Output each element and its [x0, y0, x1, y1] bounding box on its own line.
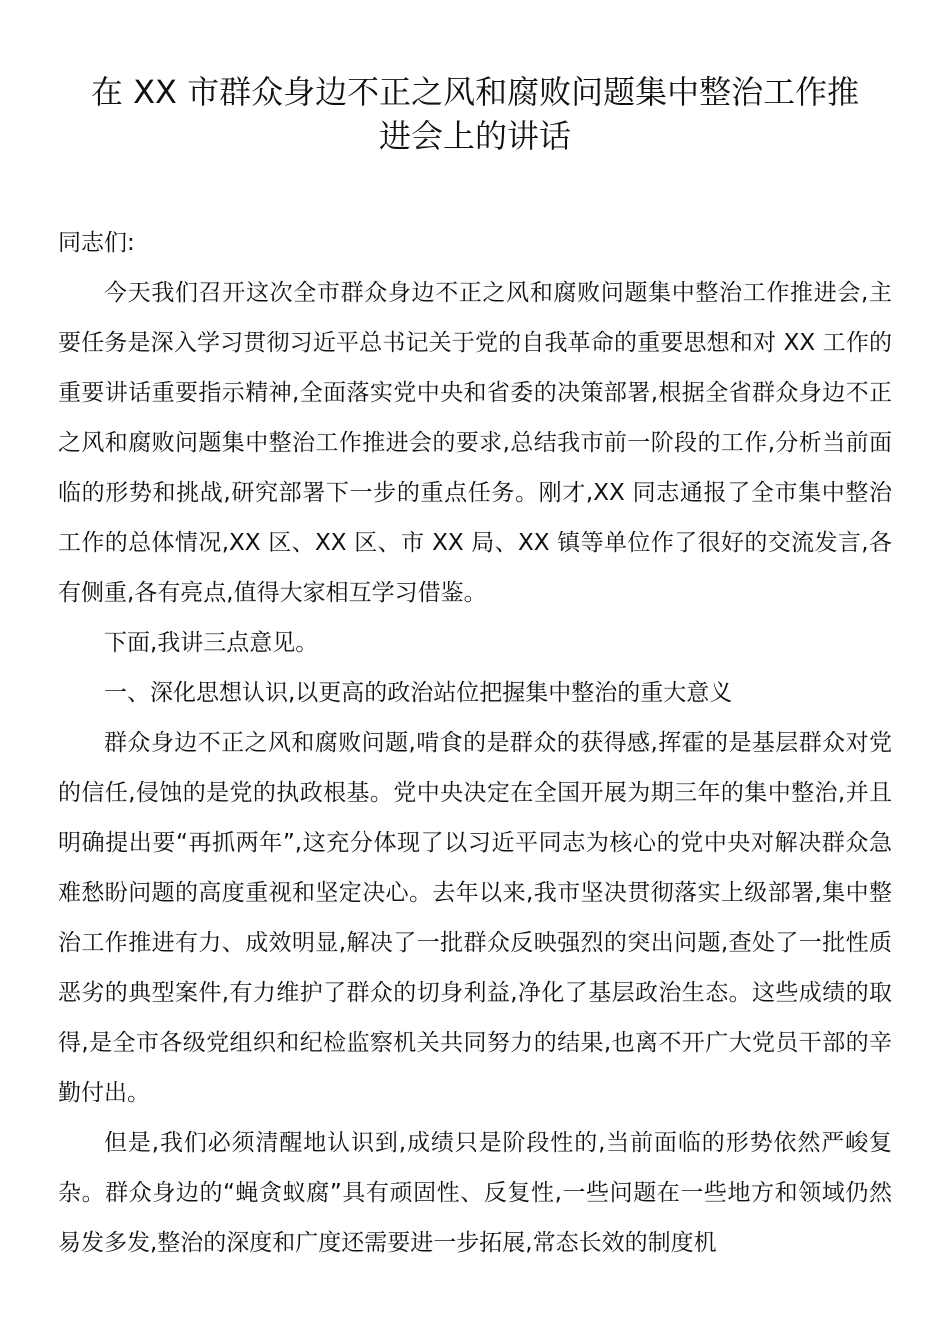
- title-line-1: 在 XX 市群众身边不正之风和腐败问题集中整治工作推: [90, 73, 860, 111]
- document-page: [58, 0, 892, 1268]
- section-heading-1: 一、深化思想认识,以更高的政治站位把握集中整治的重大意义: [104, 680, 733, 706]
- salutation: 同志们:: [58, 230, 135, 256]
- title-line-2: 进会上的讲话: [378, 117, 571, 155]
- document-body: [58, 218, 892, 1268]
- paragraph-intro-points: 下面,我讲三点意见。: [104, 630, 319, 656]
- paragraph-section1-1: 群众身边不正之风和腐败问题,啃食的是群众的获得感,挥霍的是基层群众对党的信任,侵蚀的是党的执政根基。党中央决定在全国开展为期三年的集中整治,并且明确提出要“再抓两年”,这充分体现了以习近平同志为核心的党中央对解决群众急难愁盼问题的高度重视和坚定决心。去年以来,我市坚决贯彻落实上级部署,集中整治工作推进有力、成效明显,解决了一批群众反映强烈的突出问题,查处了一批性质恶劣的典型案件,有力维护了群众的切身利益,净化了基层政治生态。这些成绩的取得,是全市各级党组织和纪检监察机关共同努力的结果,也离不开广大党员干部的辛勤付出。: [58, 730, 892, 1106]
- document-title: [58, 70, 892, 158]
- paragraph-section1-2: 但是,我们必须清醒地认识到,成绩只是阶段性的,当前面临的形势依然严峻复杂。群众身边的“蝇贪蚁腐”具有顽固性、反复性,一些问题在一些地方和领域仍然易发多发,整治的深度和广度还需要进一步拓展,常态长效的制度机: [58, 1130, 892, 1256]
- paragraph-opening: 今天我们召开这次全市群众身边不正之风和腐败问题集中整治工作推进会,主要任务是深入学习贯彻习近平总书记关于党的自我革命的重要思想和对 XX 工作的重要讲话重要指示精神,全面落实党中央和省委的决策部署,根据全省群众身边不正之风和腐败问题集中整治工作推进会的要求,总结我市前一阶段的工作,分析当前面临的形势和挑战,研究部署下一步的重点任务。刚才,XX 同志通报了全市集中整治工作的总体情况,XX 区、XX 区、市 XX 局、XX 镇等单位作了很好的交流发言,各有侧重,各有亮点,值得大家相互学习借鉴。: [58, 280, 892, 606]
